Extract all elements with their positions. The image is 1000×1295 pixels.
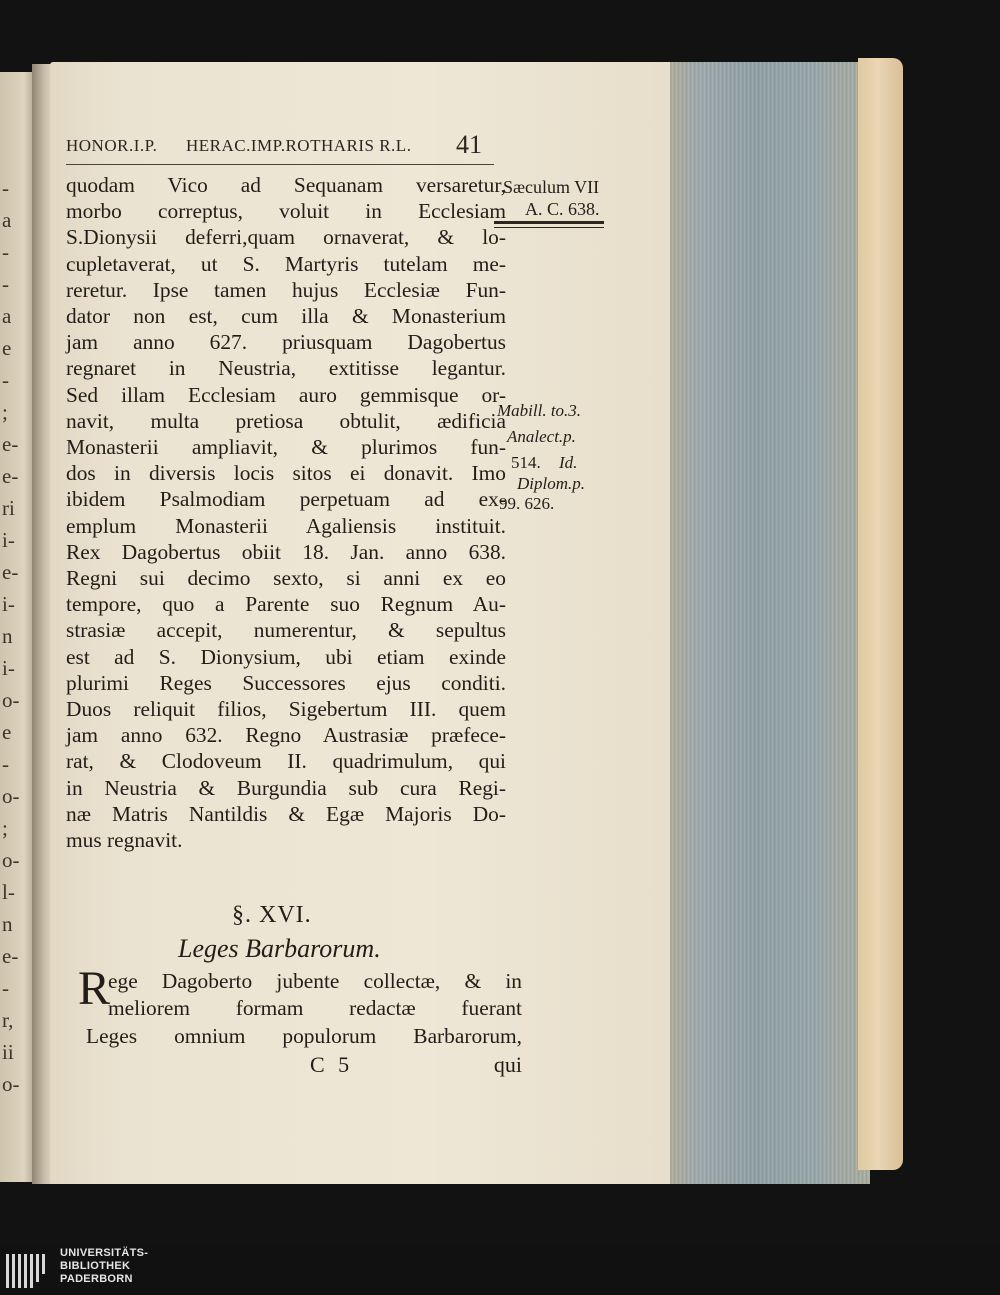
library-footer (0, 1246, 1000, 1295)
text-line: Duos reliquit filios, Sigebertum III. quem (66, 697, 506, 722)
left-page-fragment: e- (2, 560, 19, 584)
running-head (66, 132, 486, 162)
header-rule (66, 164, 494, 165)
left-page-fragment: e (2, 720, 12, 744)
text-line: S.Dionysii deferri,quam ornaverat, & lo- (66, 225, 506, 250)
catchword: qui (493, 1052, 522, 1077)
text-line: Leges omnium populorum Barbarorum, (86, 1024, 522, 1048)
margin-ref-number: 514. (511, 453, 541, 473)
running-head-left: HONOR.I.P. (66, 136, 158, 155)
signature-mark: C 5 (310, 1052, 354, 1077)
text-line: dator non est, cum illa & Monasterium (66, 304, 506, 329)
left-page-fragment: l- (2, 880, 15, 904)
body-text (66, 172, 506, 853)
running-head-center: HERAC.IMP.ROTHARIS R.L. (186, 136, 412, 155)
logo-bar (6, 1254, 9, 1288)
left-page-fragment: e- (2, 464, 19, 488)
margin-rule-thick (494, 221, 604, 224)
page-block-edge (660, 62, 870, 1184)
left-page-fragment: - (2, 752, 9, 776)
logo-bar (24, 1254, 27, 1288)
left-page-fragment: - (2, 976, 9, 1000)
text-line: plurimi Reges Successores ejus conditi. (66, 670, 506, 695)
left-page-fragment: - (2, 240, 9, 264)
margin-section-note (503, 176, 613, 220)
logo-line: PADERBORN (60, 1273, 133, 1285)
left-page-fragment: i- (2, 656, 15, 680)
logo-bar (42, 1254, 45, 1274)
text-line: næ Matris Nantildis & Egæ Majoris Do- (66, 801, 506, 826)
text-line: quodam Vico ad Sequanam versaretur, (66, 173, 506, 197)
text-line: meliorem formam redactæ fuerant (108, 996, 522, 1020)
left-page-fragment: - (2, 176, 9, 200)
margin-ref-line: 99. 626. (499, 493, 555, 513)
margin-ref-line: Diplom.p. (517, 473, 585, 493)
text-line: reretur. Ipse tamen hujus Ecclesiæ Fun- (66, 277, 506, 302)
text-line: cupletaverat, ut S. Martyris tutelam me- (66, 251, 506, 276)
left-page-fragment: ; (2, 400, 8, 424)
left-page-fragment: e (2, 336, 12, 360)
logo-line: BIBLIOTHEK (60, 1260, 131, 1272)
book-cover-edge (858, 58, 903, 1170)
left-page-fragment: n (2, 624, 13, 648)
text-line: navit, multa pretiosa obtulit, ædificia (66, 408, 506, 433)
logo-bar (36, 1254, 39, 1282)
text-line: jam anno 627. priusquam Dagobertus (66, 330, 506, 355)
left-page-fragment: o- (2, 1072, 20, 1096)
text-line: in Neustria & Burgundia sub cura Regi- (66, 775, 506, 800)
text-line: Monasterii ampliavit, & plurimos fun- (66, 435, 506, 460)
left-page-fragment: o- (2, 848, 20, 872)
left-page-fragment: - (2, 272, 9, 296)
left-page-fragment: ; (2, 816, 8, 840)
text-line: rat, & Clodoveum II. quadrimulum, qui (66, 749, 506, 774)
text-line: Regni sui decimo sexto, si anni ex eo (66, 566, 506, 591)
page-number: 41 (456, 130, 482, 159)
text-line: ege Dagoberto jubente collectæ, & in (108, 969, 522, 993)
left-page-fragment: n (2, 912, 13, 936)
margin-reference (495, 398, 625, 517)
text-line: dos in diversis locis sitos ei donavit. Imo (66, 461, 506, 486)
text-line: tempore, quo a Parente suo Regnum Au- (66, 592, 506, 617)
text-line: emplum Monasterii Agaliensis instituit. (66, 513, 506, 538)
logo-bar (30, 1254, 33, 1288)
text-line: ibidem Psalmodiam perpetuam ad ex- (66, 487, 506, 512)
margin-ref-id: Id. (559, 453, 578, 473)
left-page-fragment: i- (2, 528, 15, 552)
left-page-fragment: a (2, 304, 12, 328)
logo-bar (12, 1254, 15, 1288)
logo-line: UNIVERSITÄTS- (60, 1247, 149, 1259)
margin-century: Sæculum VII (503, 177, 600, 197)
library-logo-icon (6, 1254, 46, 1288)
left-page-fragment: r, (2, 1008, 14, 1032)
left-page-fragment: o- (2, 784, 20, 808)
text-line: regnaret in Neustria, extitisse legantur. (66, 356, 506, 381)
text-line: est ad S. Dionysium, ubi etiam exinde (66, 644, 506, 669)
left-page-fragment: ii (2, 1040, 14, 1064)
text-line: strasiæ accepit, numerentur, & sepultus (66, 618, 506, 643)
drop-cap: R (78, 962, 111, 1015)
text-line: mus regnavit. (66, 828, 183, 853)
left-page-fragment: e- (2, 432, 19, 456)
margin-ref-line: Mabill. to.3. (497, 401, 582, 420)
logo-bar (18, 1254, 21, 1288)
text-line: morbo correptus, voluit in Ecclesiam (66, 199, 506, 224)
section-number: §. XVI. (232, 902, 312, 928)
text-line: Rex Dagobertus obiit 18. Jan. anno 638. (66, 539, 506, 564)
left-page-fragment: o- (2, 688, 20, 712)
page-footer-line (310, 1050, 522, 1078)
text-line: Sed illam Ecclesiam auro gemmisque or- (66, 382, 506, 407)
library-logo-text (60, 1247, 148, 1286)
margin-rule-thin (494, 227, 604, 228)
margin-ref-line: Analect.p. (507, 427, 576, 447)
text-line: jam anno 632. Regno Austrasiæ præfece- (66, 723, 506, 748)
left-page-fragment: a (2, 208, 12, 232)
left-page-fragment: - (2, 368, 9, 392)
section-title: Leges Barbarorum. (178, 934, 381, 963)
left-page-fragment: e- (2, 944, 19, 968)
margin-year: A. C. 638. (525, 199, 600, 219)
left-page-fragment: ri (2, 496, 15, 520)
left-page-fragment: i- (2, 592, 15, 616)
